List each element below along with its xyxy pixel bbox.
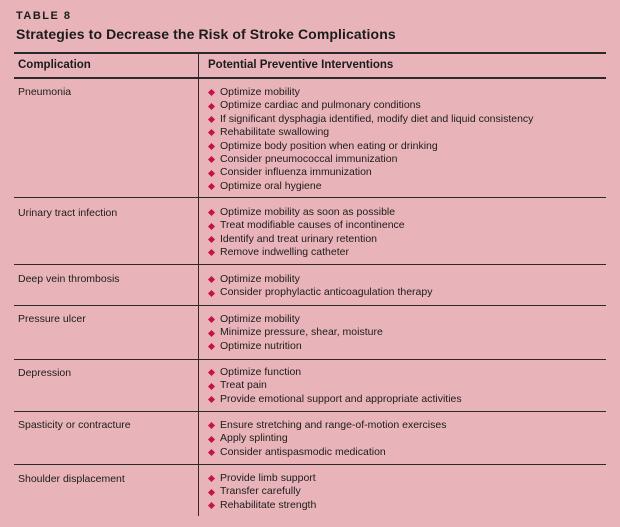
diamond-bullet-icon [208, 89, 215, 96]
list-item [208, 113, 533, 126]
diamond-bullet-icon [208, 209, 215, 216]
diamond-bullet-icon [208, 156, 215, 163]
diamond-bullet-icon [208, 223, 215, 230]
diamond-bullet-icon [208, 290, 215, 297]
intervention-text: Transfer carefully [220, 485, 301, 498]
row-divider [14, 464, 606, 465]
diamond-bullet-icon [208, 183, 215, 190]
diamond-bullet-icon [208, 422, 215, 429]
list-item [208, 153, 533, 166]
list-item [208, 340, 383, 353]
intervention-text: Optimize mobility [220, 86, 300, 98]
intervention-text: Treat pain [220, 379, 267, 392]
intervention-text: Consider prophylactic anticoagulation therapy [220, 286, 433, 299]
list-item [208, 286, 432, 299]
intervention-text: If significant dysphagia identified, modify diet and liquid consistency [220, 112, 534, 125]
intervention-text: Optimize nutrition [220, 339, 302, 352]
diamond-bullet-icon [208, 116, 215, 123]
intervention-text: Provide limb support [220, 472, 316, 484]
intervention-text: Optimize body position when eating or drinking [220, 139, 438, 152]
list-item [208, 472, 316, 485]
list-item [208, 206, 405, 219]
interventions-list [208, 419, 446, 459]
complication-cell: Spasticity or contracture [18, 419, 131, 431]
intervention-text: Optimize oral hygiene [220, 179, 322, 192]
interventions-list [208, 86, 533, 193]
list-item [208, 140, 533, 153]
diamond-bullet-icon [208, 502, 215, 509]
row-divider [14, 359, 606, 360]
diamond-bullet-icon [208, 449, 215, 456]
intervention-text: Minimize pressure, shear, moisture [220, 326, 383, 339]
intervention-text: Apply splinting [220, 432, 288, 445]
list-item [208, 166, 533, 179]
intervention-text: Optimize function [220, 366, 302, 378]
interventions-list [208, 206, 405, 260]
list-item [208, 326, 383, 339]
diamond-bullet-icon [208, 316, 215, 323]
intervention-text: Ensure stretching and range-of-motion exercises [220, 419, 447, 431]
interventions-list [208, 366, 462, 406]
intervention-text: Rehabilitate swallowing [220, 126, 330, 139]
table-title: Strategies to Decrease the Risk of Stroke Complications [16, 26, 396, 42]
complication-cell: Urinary tract infection [18, 207, 118, 219]
diamond-bullet-icon [208, 436, 215, 443]
row-divider [14, 411, 606, 412]
diamond-bullet-icon [208, 489, 215, 496]
intervention-text: Treat modifiable causes of incontinence [220, 219, 405, 232]
row-divider [14, 197, 606, 198]
complication-cell: Pressure ulcer [18, 313, 86, 325]
diamond-bullet-icon [208, 369, 215, 376]
diamond-bullet-icon [208, 276, 215, 283]
header-rule [14, 77, 606, 79]
list-item [208, 219, 405, 232]
intervention-text: Optimize cardiac and pulmonary conditions [220, 99, 421, 112]
complication-cell: Depression [18, 367, 72, 379]
header-complication: Complication [18, 59, 91, 71]
diamond-bullet-icon [208, 249, 215, 256]
complication-cell: Deep vein thrombosis [18, 273, 120, 285]
diamond-bullet-icon [208, 236, 215, 243]
list-item [208, 485, 316, 498]
interventions-list [208, 313, 383, 353]
list-item [208, 313, 383, 326]
intervention-text: Optimize mobility [220, 273, 300, 285]
top-rule [14, 52, 606, 54]
list-item [208, 379, 462, 392]
list-item [208, 99, 533, 112]
diamond-bullet-icon [208, 396, 215, 403]
diamond-bullet-icon [208, 129, 215, 136]
list-item [208, 126, 533, 139]
list-item [208, 180, 533, 193]
diamond-bullet-icon [208, 143, 215, 150]
list-item [208, 246, 405, 259]
table-label: TABLE 8 [16, 10, 72, 22]
column-divider [198, 54, 199, 516]
interventions-list [208, 273, 432, 300]
diamond-bullet-icon [208, 383, 215, 390]
intervention-text: Consider antispasmodic medication [220, 445, 386, 458]
intervention-text: Consider influenza immunization [220, 166, 372, 179]
diamond-bullet-icon [208, 343, 215, 350]
list-item [208, 419, 446, 432]
row-divider [14, 264, 606, 265]
intervention-text: Consider pneumococcal immunization [220, 152, 398, 165]
intervention-text: Optimize mobility as soon as possible [220, 206, 396, 218]
list-item [208, 446, 446, 459]
list-item [208, 432, 446, 445]
list-item [208, 366, 462, 379]
header-interventions: Potential Preventive Interventions [208, 59, 394, 71]
list-item [208, 499, 316, 512]
intervention-text: Provide emotional support and appropriate activities [220, 392, 462, 405]
list-item [208, 273, 432, 286]
complication-cell: Shoulder displacement [18, 473, 125, 485]
interventions-list [208, 472, 316, 512]
intervention-text: Identify and treat urinary retention [220, 232, 378, 245]
intervention-text: Remove indwelling catheter [220, 246, 349, 259]
complication-cell: Pneumonia [18, 86, 72, 98]
list-item [208, 86, 533, 99]
list-item [208, 393, 462, 406]
diamond-bullet-icon [208, 169, 215, 176]
diamond-bullet-icon [208, 103, 215, 110]
intervention-text: Optimize mobility [220, 313, 300, 325]
diamond-bullet-icon [208, 330, 215, 337]
list-item [208, 233, 405, 246]
intervention-text: Rehabilitate strength [220, 498, 317, 511]
row-divider [14, 305, 606, 306]
diamond-bullet-icon [208, 475, 215, 482]
